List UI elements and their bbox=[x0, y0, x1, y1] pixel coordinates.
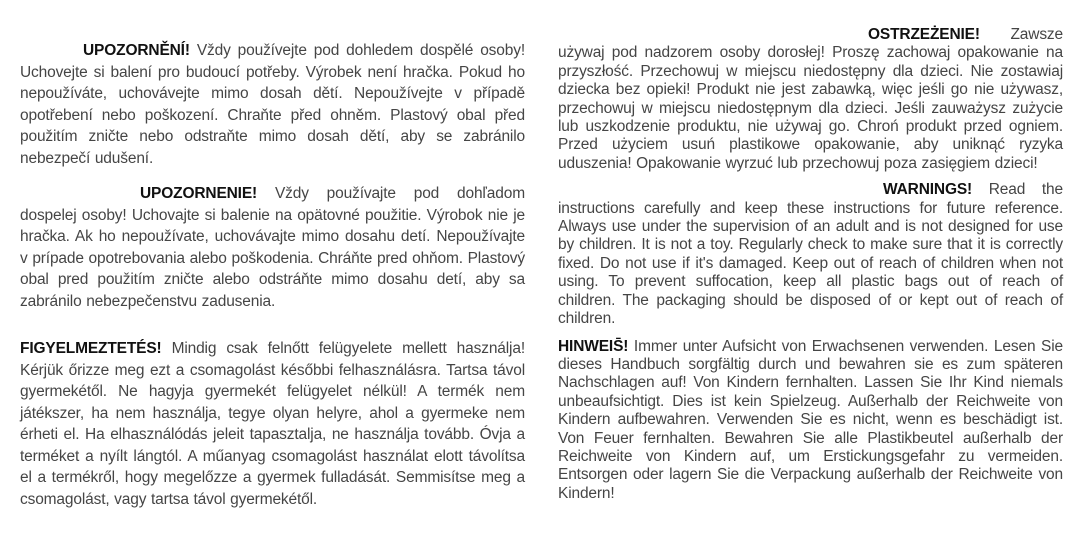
warning-heading-slovak: UPOZORNENIE! bbox=[140, 185, 258, 202]
warning-paragraph-czech bbox=[20, 40, 525, 169]
warning-body-slovak: Vždy používajte pod dohľadom dospelej osoby! Uchovajte si balenie na opätovné použitie. Výrobok nie je hračka. Ak ho nepoužívate, uchovávajte mimo dosahu detí. Nepoužívajte v prípade opotrebovania alebo poškodenia. Chráňte pred ohňom. Plastový obal pred použitím zničte alebo odstráňte mimo dosahu detí, aby sa zabránilo nebezpečenstvu zadusenia. bbox=[20, 185, 525, 310]
warning-heading-czech: UPOZORNĚNÍ! bbox=[83, 42, 190, 59]
warning-body-english: Read the instructions carefully and keep these instructions for future reference. Always use under the supervision of an adult and is not designed for use by children. It is not a toy. Regularly check to make sure that it is correctly fixed. Do not use if it's damaged. Keep out of reach of children when not using. To prevent suffocation, keep all plastic bags out of reach of children. The packaging should be disposed of or kept out of reach of children. bbox=[558, 181, 1063, 328]
warning-heading-german: HINWEIS̄! bbox=[558, 337, 629, 355]
warning-heading-english: WARNINGS! bbox=[883, 181, 973, 199]
warning-heading-polish: OSTRZEŻENIE! bbox=[868, 26, 980, 43]
warning-body-german: Immer unter Aufsicht von Erwachsenen verwenden. Lesen Sie dieses Handbuch sorgfältig durch und bewahren sie es zum späteren Nachschlagen auf! Von Kindern fernhalten. Lassen Sie Ihr Kind niemals unbeaufsichtigt. Dies ist kein Spielzeug. Außerhalb der Reichweite von Kindern aufbewahren. Verwenden Sie es nicht, wenn es beschädigt ist. Von Feuer fernhalten. Bewahren Sie alle Plastikbeutel außerhalb der Reichweite von Kindern auf, um Erstickungsgefahr zu vermeiden. Entsorgen oder lagern Sie die Verpackung außerhalb der Reichweite von Kindern! bbox=[558, 337, 1063, 502]
warning-paragraph-slovak bbox=[20, 183, 525, 312]
warning-paragraph-hungarian bbox=[20, 338, 525, 510]
warning-body-czech: Vždy používejte pod dohledem dospělé osoby! Uchovejte si balení pro budoucí potřeby. Výrobek není hračka. Pokud ho nepoužíváte, uchovávejte mimo dosah dětí. Nepoužívejte v případě opotřebení nebo poškození. Chraňte před ohněm. Plastový obal před použitím zničte nebo odstraňte mimo dosah dětí, aby se zabránilo nebezpečí udušení. bbox=[20, 42, 525, 167]
right-text-column bbox=[558, 0, 1063, 534]
warning-body-polish: Zawsze używaj pod nadzorem osoby dorosłej! Proszę zachowaj opakowanie na przyszłość. Przechowuj w miejscu niedostępny dla dzieci. Nie zostawiaj dziecka bez opieki! Produkt nie jest zabawką, więc jeśli go nie używasz, przechowuj w miejscu niedostępnym dla dzieci. Jeśli zauważysz zużycie lub uszkodzenie produktu, nie używaj go. Chroń produkt przed ogniem. Przed użyciem usuń plastikowe opakowanie, aby uniknąć ryzyka uduszenia! Opakowanie wyrzuć lub przechowuj poza zasięgiem dzieci! bbox=[558, 26, 1063, 172]
warning-heading-hungarian: FIGYELMEZTETÉS! bbox=[20, 340, 162, 357]
warning-paragraph-polish bbox=[558, 26, 1063, 173]
warning-paragraph-english bbox=[558, 181, 1063, 328]
left-text-column bbox=[20, 0, 525, 534]
warning-paragraph-german bbox=[558, 338, 1063, 504]
warning-body-hungarian: Mindig csak felnőtt felügyelete mellett használja! Kérjük őrizze meg ezt a csomagolást későbbi felhasználásra. Tartsa távol gyermekétől. Ne hagyja gyermekét felügyelet nélkül! A termék nem játékszer, ha nem használja, tegye olyan helyre, ahol a gyermeke nem érheti el. Ha elhasználódás jeleit tapasztalja, ne használja tovább. Óvja a terméket a nyílt lángtól. A műanyag csomagolást használat elott távolítsa el a termékről, hogy megelőzze a gyermek fulladását. Semmisítse meg a csomagolást, vagy tartsa távol gyermekétől. bbox=[20, 340, 525, 508]
